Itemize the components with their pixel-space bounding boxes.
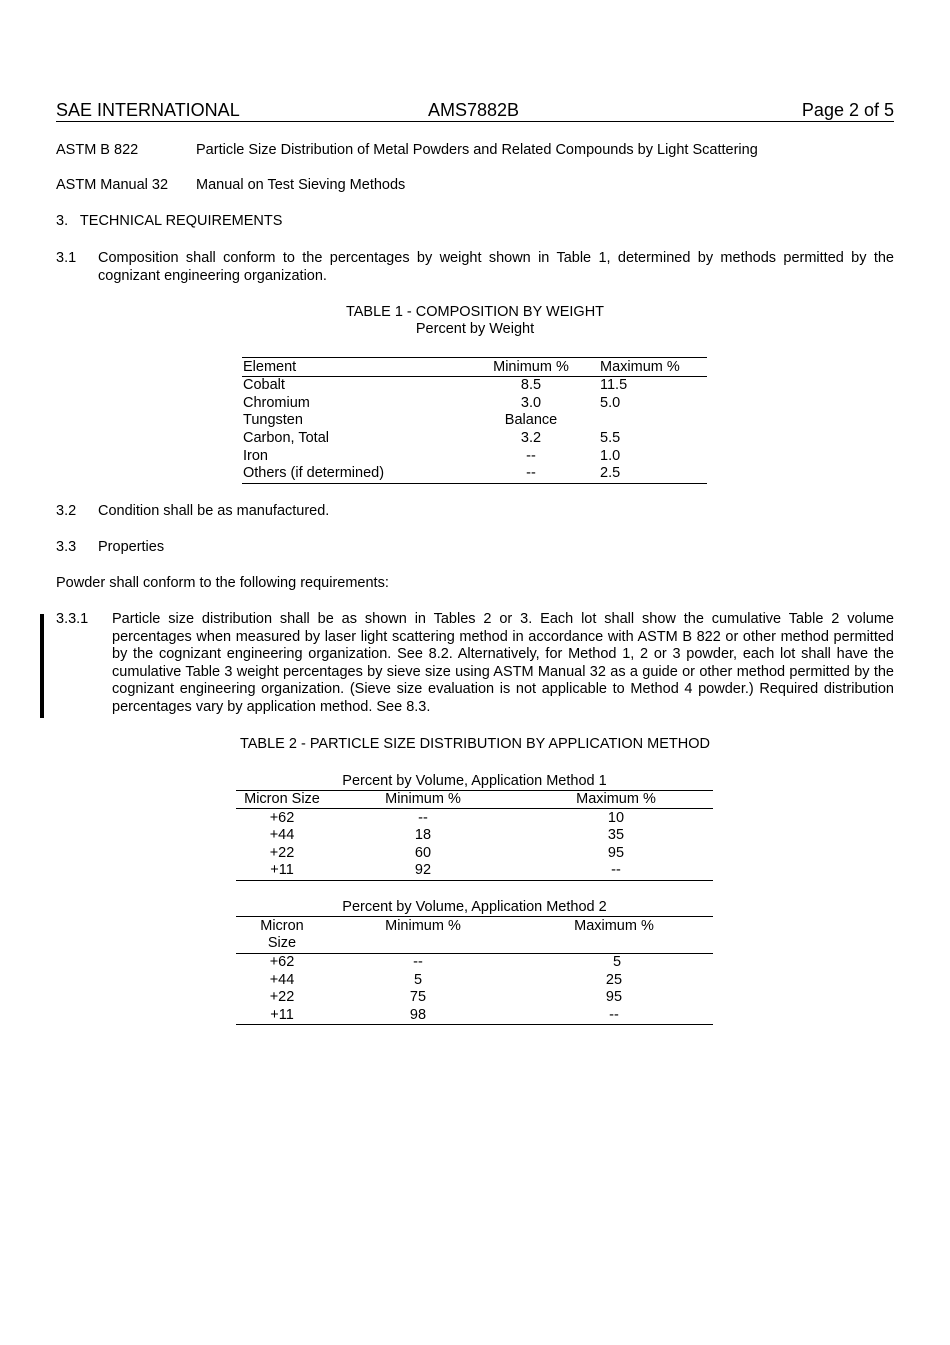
table-cell: Chromium [243, 395, 310, 411]
revision-change-bar [40, 614, 44, 718]
table-cell: 35 [607, 827, 625, 843]
table-cell: +22 [269, 845, 295, 861]
section-number: 3.2 [56, 503, 77, 519]
table-cell: 60 [414, 845, 432, 861]
reference-code: ASTM Manual 32 [56, 177, 169, 193]
table-cell: 95 [607, 845, 625, 861]
table-cell: Carbon, Total [243, 430, 329, 446]
header-doc-number: AMS7882B [428, 100, 520, 120]
table-cell: -- [526, 448, 536, 464]
reference-code: ASTM B 822 [56, 142, 139, 158]
table-cell: Cobalt [243, 377, 285, 393]
section-number: 3.3.1 [56, 611, 89, 627]
table-cell: 92 [414, 862, 432, 878]
table-rule [242, 483, 707, 484]
section-heading: 3. TECHNICAL REQUIREMENTS [56, 213, 283, 229]
section-number: 3.1 [56, 250, 77, 266]
table-cell: 2.5 [600, 465, 621, 481]
table-cell: 3.0 [520, 395, 542, 411]
table-rule [236, 808, 713, 809]
header-page-number: Page 2 of 5 [801, 100, 894, 120]
table-cell: 98 [409, 1007, 427, 1023]
section-text: Properties [98, 539, 165, 555]
table2-header-micron: Micron [260, 918, 304, 934]
table-cell: 5.5 [600, 430, 621, 446]
table-cell: +11 [270, 1007, 294, 1023]
table-cell: Balance [504, 412, 558, 428]
table-cell: 95 [605, 989, 623, 1005]
table-cell: Tungsten [243, 412, 303, 428]
table-cell: 75 [409, 989, 427, 1005]
table-cell: -- [413, 954, 423, 970]
table1-header-min: Minimum % [493, 359, 569, 375]
table-cell: 5 [413, 972, 423, 988]
table-cell: +44 [269, 972, 295, 988]
table-cell: Others (if determined) [243, 465, 385, 481]
table-rule [242, 376, 707, 377]
table-rule [236, 880, 713, 881]
table-cell: -- [526, 465, 536, 481]
table2-method1-caption: Percent by Volume, Application Method 1 [342, 773, 607, 789]
section-number: 3.3 [56, 539, 77, 555]
table-cell: -- [418, 810, 428, 826]
table2-header-micron: Micron Size [244, 791, 320, 807]
table2-method2-caption: Percent by Volume, Application Method 2 [342, 899, 607, 915]
table-cell: +62 [269, 954, 295, 970]
section-text: Composition shall conform to the percentages by weight shown in Table 1, determined by methods permitted by the cognizant engineering organization. [98, 250, 894, 284]
table-cell: 11.5 [600, 377, 628, 393]
table-cell: +44 [269, 827, 295, 843]
table1-header-max: Maximum % [600, 359, 680, 375]
table-cell: 5.0 [600, 395, 621, 411]
table2-title: TABLE 2 - PARTICLE SIZE DISTRIBUTION BY APPLICATION METHOD [239, 736, 710, 752]
table2-header-max: Maximum % [574, 918, 654, 934]
table-cell: 8.5 [520, 377, 542, 393]
table-cell: +62 [269, 810, 295, 826]
table-rule [236, 1024, 713, 1025]
header-org: SAE INTERNATIONAL [56, 100, 240, 120]
table2-header-micron-line2: Size [267, 935, 297, 951]
section-text: Condition shall be as manufactured. [98, 503, 330, 519]
reference-title: Particle Size Distribution of Metal Powders and Related Compounds by Light Scattering [196, 142, 758, 158]
reference-title: Manual on Test Sieving Methods [196, 177, 406, 193]
section-text: Particle size distribution shall be as shown in Tables 2 or 3. Each lot shall show the cumulative Table 2 volume percentages when measured by laser light scattering method in accordance with ASTM B 822 or other method permitted by the cognizant engineering organization. See 8.2. Alternatively, for Method 1, 2 or 3 powder, each lot shall have the cumulative Table 3 weight percentages by sieve size using ASTM Manual 32 as a guide or other method permitted by the cognizant engineering organization. (Sieve size evaluation is not applicable to Method 4 powder.) Required distribution percentages vary by application method. See 8.3. [112, 611, 894, 715]
table-cell: +11 [270, 862, 294, 878]
table-cell: 3.2 [520, 430, 542, 446]
header-rule [56, 121, 894, 122]
table1-subtitle: Percent by Weight [415, 321, 535, 337]
table-cell: 1.0 [600, 448, 621, 464]
table-cell: -- [611, 862, 621, 878]
table-rule [236, 916, 713, 917]
table-cell: -- [609, 1007, 619, 1023]
table-cell: 18 [414, 827, 432, 843]
table-cell: 10 [607, 810, 625, 826]
table2-header-min: Minimum % [385, 791, 461, 807]
powder-intro: Powder shall conform to the following requirements: [56, 575, 389, 591]
table-rule [242, 357, 707, 358]
table1-title: TABLE 1 - COMPOSITION BY WEIGHT [345, 304, 605, 320]
table-cell: 25 [605, 972, 623, 988]
table-cell: +22 [269, 989, 295, 1005]
table-cell: Iron [243, 448, 268, 464]
table1-header-element: Element [243, 359, 297, 375]
table-cell: 5 [612, 954, 622, 970]
table2-header-max: Maximum % [576, 791, 656, 807]
table2-header-min: Minimum % [385, 918, 461, 934]
